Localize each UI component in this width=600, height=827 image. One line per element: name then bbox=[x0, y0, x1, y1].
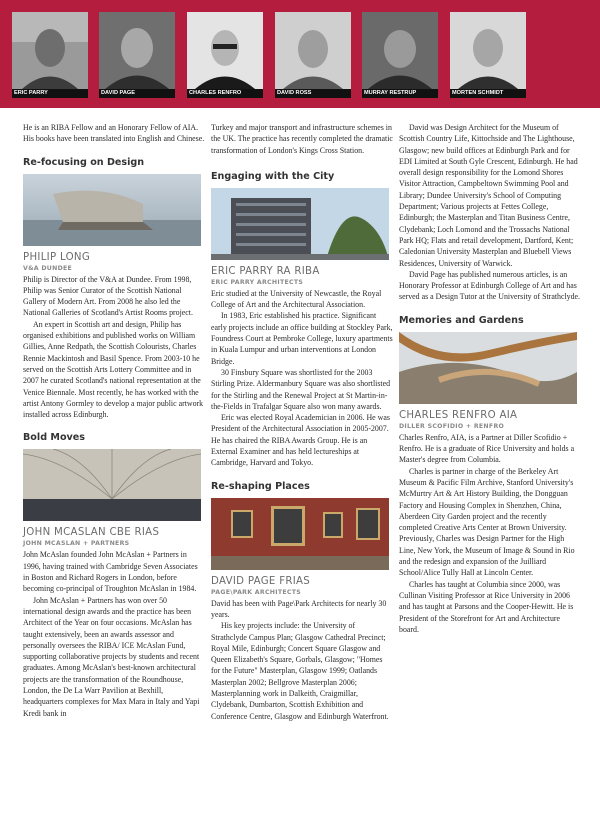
portrait-photo bbox=[275, 12, 351, 89]
portrait-photo bbox=[99, 12, 175, 89]
portrait-charles-renfro bbox=[187, 12, 263, 98]
portrait-photo bbox=[450, 12, 526, 89]
intro-text: Turkey and major transport and infrastructure schemes in the UK. The practice has recently completed the dramatic transformation of London's Kings Cross Station. bbox=[211, 123, 393, 155]
profile-name: CHARLES RENFRO AIA bbox=[399, 409, 518, 421]
portrait-caption: DAVID ROSS bbox=[275, 89, 351, 98]
profile-name: JOHN MCASLAN CBE RIAS bbox=[23, 527, 160, 539]
profile-name: PHILIP LONG bbox=[23, 251, 91, 263]
bio-paragraph: Charles is partner in charge of the Berkeley Art Museum & Pacific Film Archive, Stanford University's McMurtry Art & Art History Building, the Dongguan Factory and Housing Complex in Shenzhen, China, Aberdeen City Garden project and the recently completed Creative Arts Center at Brown University. Previously, Charles was Design Partner for the High Line, New York, the Museum of Image & Sound in Rio and the redesign and expansion of the Juilliard School/Alice Tully Hall at Lincoln Center. bbox=[399, 466, 575, 578]
project-image-dundee bbox=[23, 174, 201, 246]
portrait-caption: MURRAY RESTRUP bbox=[362, 89, 438, 98]
bio-paragraph: Philip is Director of the V&A at Dundee. From 1998, Philip was Senior Curator of the Scottish National Gallery of Modern Art. From 2008 he also led the National Galleries of Scotland's Artist Rooms project. bbox=[23, 274, 193, 318]
profile-name: DAVID PAGE FRIAS bbox=[211, 575, 311, 587]
bio-paragraph: Eric studied at the University of Newcastle, the Royal College of Art and the Architectural Association. bbox=[211, 288, 382, 310]
intro-text: David was Design Architect for the Museum of Scottish Country Life, Kittochside and The Lighthouse, Glasgow; new build offices at Edinburgh Park and for EDI Limited at South Gyle Crescent, Edinburgh. He had overall design responsibility for the Lomond Shores Visitor Attraction, Campbeltown Swimming Pool and Library; Dundee University's School of Computing Department; Various projects at Fettes College, Edinburgh; the Masterplan and Titan Business Centre, Clydebank; Loch Lomond and the Trossachs National Park HQ; Flats and retail development, Dartford, Kent; Caledonian University Masterplan and Bluebell Views Residences, University of Warwick. bbox=[399, 123, 578, 268]
section-heading: Re-shaping Places bbox=[211, 480, 310, 492]
bio-paragraph: In 1983, Eric established his practice. Significant early projects include an office building at Stockley Park, Foundress Court at Pembroke College, luxury apartments in Kuala Lumpur and urban interventions at London Bridge. bbox=[211, 311, 393, 366]
portrait-caption: DAVID PAGE bbox=[99, 89, 175, 98]
portrait-caption: ERIC PARRY bbox=[12, 89, 88, 98]
profile-firm: ERIC PARRY ARCHITECTS bbox=[211, 278, 304, 286]
bio-paragraph: His key projects include: the University of Strathclyde Campus Plan; Glasgow Cathedral Precinct; Royal Mile, Edinburgh; Concert Square Glasgow and Queen Elizabeth's Square, Gorbals, Glasgow; "Homes for the Future" Masterplan, Glasgow 1999; Oatlands Masterplan 2002; Bellgrove Masterplan 2006; Masterplanning work in Dalkeith, Craigmillar, Clydebank, Dumbarton, Scottish Exhibition and Conference Centre, Glasgow and Edinburgh Waterfront. bbox=[211, 621, 389, 721]
profile-firm: JOHN MCASLAN + PARTNERS bbox=[23, 540, 130, 548]
section-heading: Memories and Gardens bbox=[399, 314, 524, 326]
bio-paragraph: David has been with Page\Park Architects for nearly 30 years. bbox=[211, 598, 387, 619]
bio-paragraph: John McAslan founded John McAslan + Partners in 1996, having trained with Cambridge Seven Associates in Boston and Richard Rogers in London, before becoming co-principal of Troughton McAslan in 1984. bbox=[23, 550, 198, 594]
portrait-photo bbox=[12, 12, 88, 89]
section-heading: Re-focusing on Design bbox=[23, 156, 145, 168]
intro-text: He is an RIBA Fellow and an Honorary Fellow of AIA. His books have been translated into English and Chinese. bbox=[23, 123, 205, 144]
project-image-gallery bbox=[211, 498, 389, 570]
column-1 bbox=[23, 122, 205, 719]
portrait-photo bbox=[362, 12, 438, 89]
portrait-caption: CHARLES RENFRO bbox=[187, 89, 263, 98]
profile-firm: PAGE\PARK ARCHITECTS bbox=[211, 588, 302, 596]
section-heading: Engaging with the City bbox=[211, 170, 335, 182]
portrait-morten-schmidt bbox=[450, 12, 526, 98]
bio-paragraph: An expert in Scottish art and design, Philip has organised exhibitions and published works on William Gillies, Anne Redpath, the Scottish Colourists, Charles Rennie Mackintosh and Basil Spence. From 2003-10 he served on the Scottish Arts Lottery Committee and in 2007 he curated Scotland's national representation at the Venice Biennale. Most recently, he has worked with the artist Antony Gormley to develop a major public artwork installed across Edinburgh. bbox=[23, 319, 204, 420]
bio-paragraph: Charles has taught at Columbia since 2000, was Cullinan Visiting Professor at Rice University in 2006 and has taught at Parsons and the Cooper-Hewitt. He is President of the Storefront for Art and Architecture board. bbox=[399, 579, 574, 634]
portrait-murray-restrup bbox=[362, 12, 438, 98]
portrait-eric-parry bbox=[12, 12, 88, 98]
project-image-garden bbox=[399, 332, 577, 404]
bio-paragraph: Eric was elected Royal Academician in 2006. He was President of the Architectural Association in 2005-2007. He has chaired the RIBA Awards Group. He is an External Examiner and has held lectureships at Cambridge, Harvard and Tokyo. bbox=[211, 413, 390, 468]
project-image-building bbox=[211, 188, 389, 260]
portrait-david-ross bbox=[275, 12, 351, 98]
header-banner bbox=[0, 0, 600, 108]
column-2 bbox=[211, 122, 393, 722]
portrait-caption: MORTEN SCHMIDT bbox=[450, 89, 526, 98]
section-heading: Bold Moves bbox=[23, 432, 86, 444]
profile-firm: V&A DUNDEE bbox=[23, 264, 73, 272]
portrait-david-page bbox=[99, 12, 175, 98]
intro-text: David Page has published numerous articles, is an Honorary Professor at Edinburgh College of Art and has served as a Design Tutor at the University of Strathclyde. bbox=[399, 269, 581, 302]
profile-firm: DILLER SCOFIDIO + RENFRO bbox=[399, 422, 505, 430]
bio-paragraph: 30 Finsbury Square was shortlisted for the 2003 Stirling Prize. Aldermanbury Square was also shortlisted for the Stirling and the Renewal Project at St Martin-in-the-Fields in Trafalgar Square also won many awards. bbox=[211, 367, 391, 411]
portrait-photo bbox=[187, 12, 263, 89]
bio-paragraph: John McAslan + Partners has won over 50 international design awards and the practice has been Architect of the Year on four occasions. McAslan has taught extensively, been an awards assessor and personally oversees the RIBA/ ICE McAslan Fund, supporting collaborative projects by students and recent graduates. Among McAslan's best-known architectural projects are the transformation of the Roundhouse, London, the De La Warr Pavilion at Bexhill, headquarters complexes for Max Mara in Italy and Yapi Kredi bank in bbox=[23, 595, 200, 718]
profile-name: ERIC PARRY RA RIBA bbox=[211, 265, 320, 277]
project-image-kings-cross bbox=[23, 449, 201, 521]
column-3 bbox=[399, 122, 581, 635]
bio-paragraph: Charles Renfro, AIA, is a Partner at Diller Scofidio + Renfro. He is a graduate of Rice University and holds a Master's degree from Columbia. bbox=[399, 432, 575, 465]
